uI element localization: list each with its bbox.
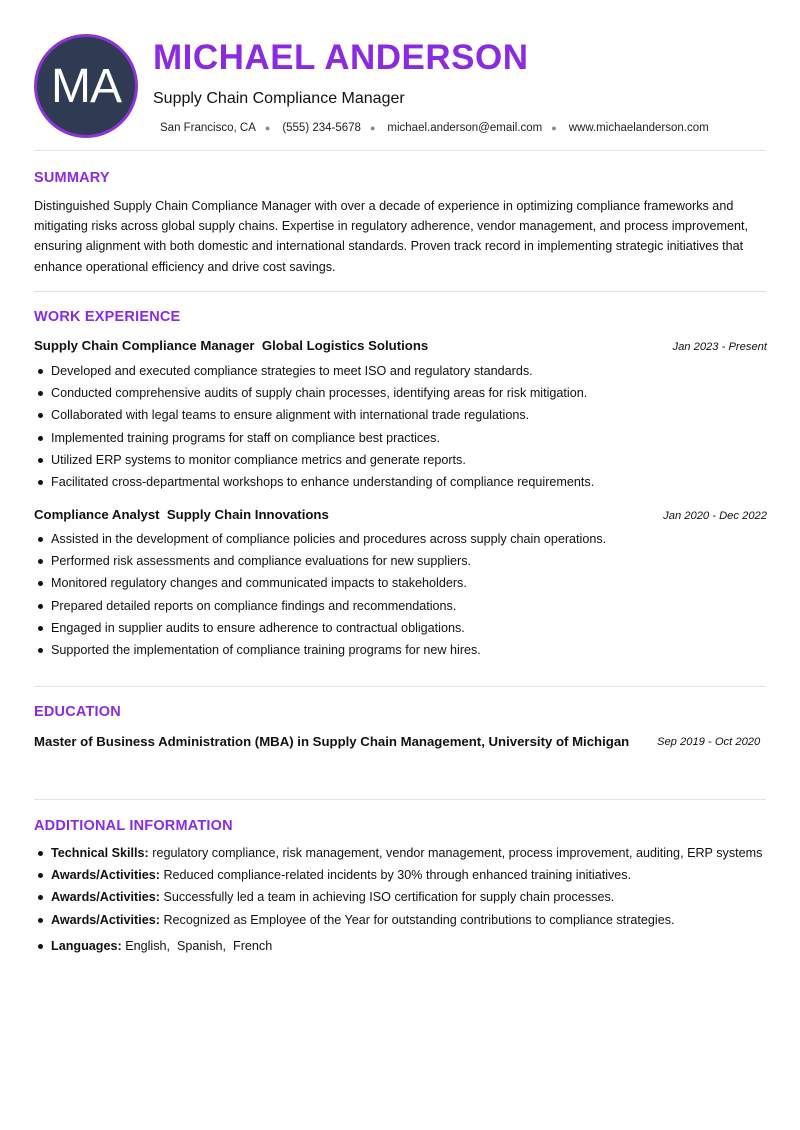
summary-text: Distinguished Supply Chain Compliance Manager with over a decade of experience in optimizing compliance frameworks and mitigating risks across global supply chains. Expertise in regulatory adherence, vendor management, and process improvement, ensuring alignment with both domestic and international standards. Proven track record in implementing strategic initiatives that enhance operational efficiency and drive cost savings.: [34, 199, 749, 274]
job-dates: Jan 2023 - Present: [672, 341, 767, 353]
item-label: Awards/Activities:: [51, 890, 160, 905]
item-label: Languages:: [51, 938, 122, 953]
bullet-item: Monitored regulatory changes and communicated impacts to stakeholders.: [34, 572, 774, 594]
job-role: Supply Chain Compliance Manager: [34, 338, 255, 353]
bullet-item: Implemented training programs for staff on compliance best practices.: [34, 427, 774, 449]
job-bullets: [34, 528, 774, 661]
experience-heading: WORK EXPERIENCE: [34, 309, 181, 325]
additional-heading: ADDITIONAL INFORMATION: [34, 818, 233, 834]
job-company: Global Logistics Solutions: [261, 338, 429, 353]
additional-item: [34, 842, 764, 864]
contact-email[interactable]: michael.anderson@email.com: [387, 122, 543, 134]
candidate-name: MICHAEL ANDERSON: [153, 38, 529, 77]
job-title: Supply Chain Compliance Manager: [153, 90, 405, 107]
additional-item: [34, 886, 764, 908]
avatar-initials: MA: [51, 59, 121, 113]
bullet-item: Engaged in supplier audits to ensure adherence to contractual obligations.: [34, 617, 774, 639]
bullet-item: Facilitated cross-departmental workshops to enhance understanding of compliance requirements.: [34, 471, 774, 493]
item-label: Awards/Activities:: [51, 912, 160, 927]
bullet-item: Collaborated with legal teams to ensure alignment with international trade regulations.: [34, 404, 774, 426]
item-text: Successfully led a team in achieving ISO certification for supply chain processes.: [163, 890, 615, 905]
bullet-item: Utilized ERP systems to monitor compliance metrics and generate reports.: [34, 449, 774, 471]
item-text: English, Spanish, French: [125, 938, 273, 953]
job-header: [34, 507, 767, 522]
item-label: Awards/Activities:: [51, 868, 160, 883]
job-bullets: [34, 360, 774, 493]
contact-location: San Francisco, CA: [160, 122, 256, 134]
divider: [34, 799, 766, 800]
additional-item: [34, 935, 764, 957]
contact-website[interactable]: www.michaelanderson.com: [568, 122, 709, 134]
job-dates: Jan 2020 - Dec 2022: [663, 510, 767, 522]
item-text: Reduced compliance-related incidents by 30% through enhanced training initiatives.: [163, 868, 632, 883]
additional-item: [34, 864, 764, 886]
separator-dot: ●: [551, 123, 557, 133]
additional-item: [34, 909, 764, 931]
contact-phone: (555) 234-5678: [282, 122, 361, 134]
avatar: [34, 34, 138, 138]
education-heading: EDUCATION: [34, 704, 121, 720]
job-role-line: [34, 338, 428, 353]
job-header: [34, 338, 767, 353]
summary-heading: SUMMARY: [34, 170, 110, 186]
item-text: regulatory compliance, risk management, vendor management, process improvement, auditing, ERP systems: [152, 846, 763, 860]
divider: [34, 686, 766, 687]
item-text: Recognized as Employee of the Year for outstanding contributions to compliance strategies.: [163, 912, 675, 927]
education-degree: Master of Business Administration (MBA) in Supply Chain Management, University of Michigan: [34, 734, 630, 749]
contact-bar: [160, 119, 766, 137]
divider: [34, 150, 766, 151]
bullet-item: Performed risk assessments and compliance evaluations for new suppliers.: [34, 550, 774, 572]
job-role-line: [34, 507, 329, 522]
separator-dot: ●: [264, 123, 271, 133]
divider: [34, 291, 766, 292]
bullet-item: Conducted comprehensive audits of supply chain processes, identifying areas for risk mitigation.: [34, 382, 774, 404]
separator-dot: ●: [369, 123, 376, 133]
bullet-item: Prepared detailed reports on compliance findings and recommendations.: [34, 595, 774, 617]
education-dates: Sep 2019 - Oct 2020: [657, 736, 761, 748]
additional-list: [34, 842, 764, 957]
job-role: Compliance Analyst: [34, 507, 160, 522]
job-company: Supply Chain Innovations: [166, 507, 329, 522]
bullet-item: Supported the implementation of compliance training programs for new hires.: [34, 639, 774, 661]
bullet-item: Assisted in the development of compliance policies and procedures across supply chain operations.: [34, 528, 774, 550]
item-label: Technical Skills:: [51, 846, 149, 860]
bullet-item: Developed and executed compliance strategies to meet ISO and regulatory standards.: [34, 360, 774, 382]
